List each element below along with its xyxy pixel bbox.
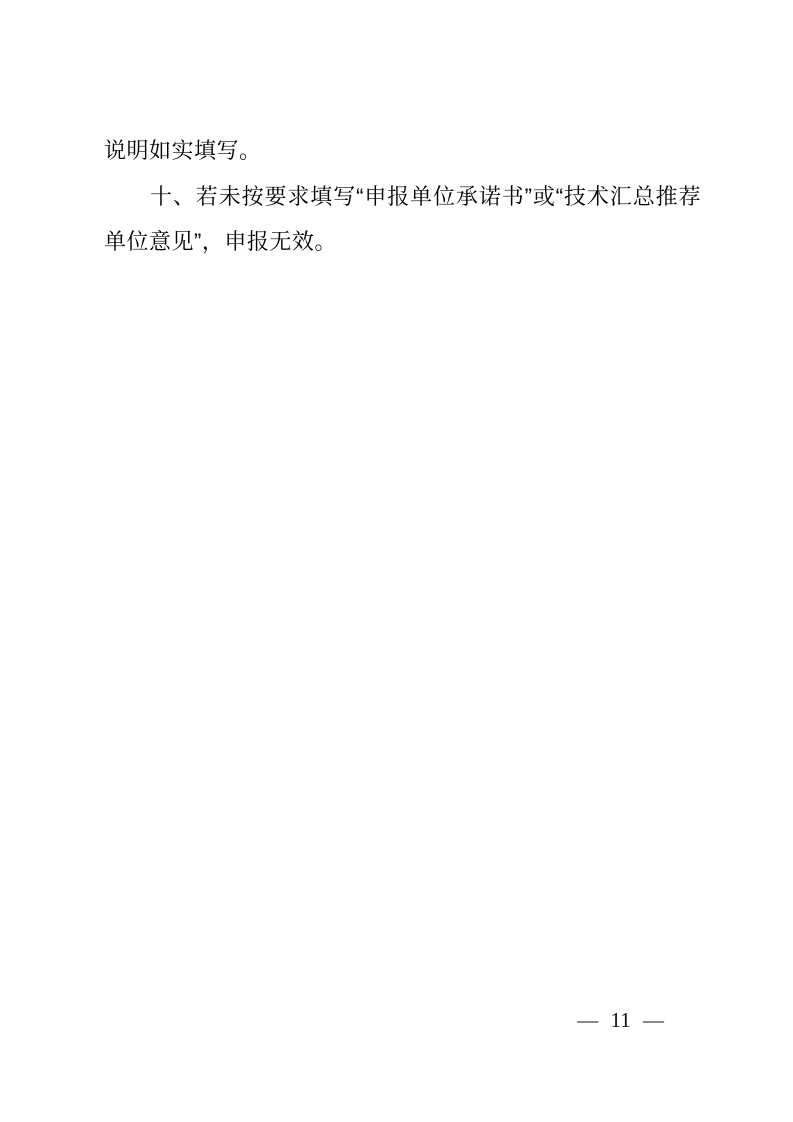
page-number: — 11 — [577,1008,664,1032]
item-ten-line-2: 单位意见”，申报无效。 [104,229,337,254]
document-body [104,128,701,265]
item-ten-line-1: 十、若未按要求填写“申报单位承诺书”或“技术汇总推荐 [150,183,701,209]
paragraph-continuation-text: 说明如实填写。 [104,138,262,163]
